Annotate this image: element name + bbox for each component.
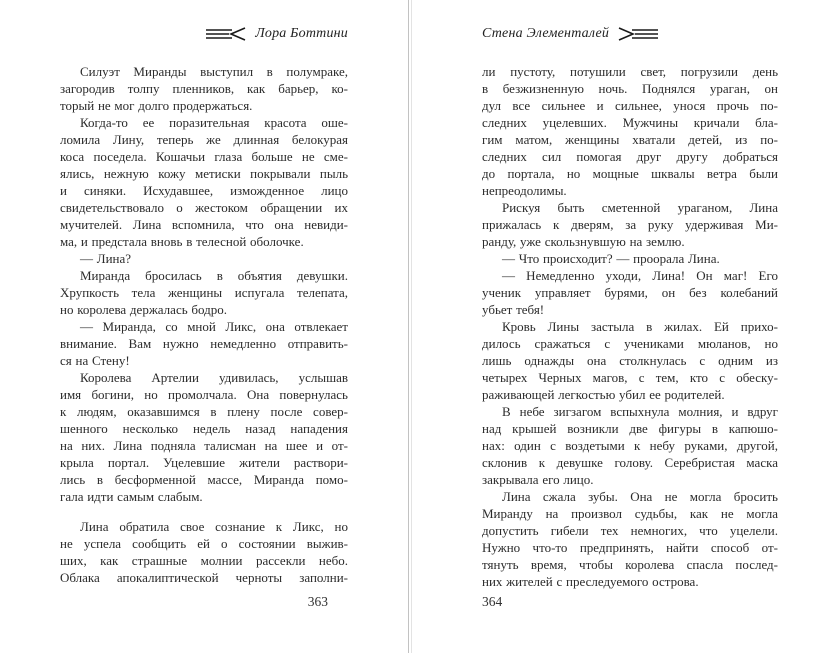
text-line: нах: один с воздетыми к небу руками, другой, [482, 438, 778, 453]
paragraph [60, 318, 348, 369]
text-line: следних сил помогая друг другу добраться [482, 149, 778, 164]
text-line: Нужно что-то предпринять, найти способ от- [482, 540, 778, 555]
paragraph [482, 199, 778, 250]
text-line: дул все сильнее и сильнее, унося прочь по- [482, 98, 778, 113]
paragraph [482, 403, 778, 488]
text-line: крыла портал. Уцелевшие жители раствори- [60, 455, 348, 470]
text-line: Миранда бросилась в объятия девушки. [80, 268, 348, 283]
page-body [482, 63, 778, 590]
running-header-right [482, 26, 778, 42]
text-line: не успела сообщить ей о состоянии выжив- [60, 536, 348, 551]
text-line: раживающей легкостью убил ее родителей. [482, 387, 725, 402]
text-line: ранду, уже скользнувшую на землю. [482, 234, 685, 249]
text-line: коса поседела. Кошачьи глаза больше не сме- [60, 149, 348, 164]
text-line: Миранду на произвол судьбы, как не могла [482, 506, 778, 521]
page-left [60, 0, 348, 653]
page-number: 363 [307, 594, 328, 609]
text-line: — Лина? [80, 251, 132, 266]
running-header-author: Лора Боттини [255, 26, 348, 41]
text-line: Хрупкость тела женщины испугала телепата, [60, 285, 348, 300]
text-line: ялись, нежную кожу метиски покрывали пыль [60, 166, 348, 181]
text-line: тянуть время, чтобы королева спасла послед- [482, 557, 778, 572]
text-line: — Что происходит? — проорала Лина. [502, 251, 720, 266]
text-line: ученик управляет бурями, он без колебаний [482, 285, 778, 300]
text-line: Когда-то ее поразительная красота оше- [80, 115, 348, 130]
page-body [60, 63, 348, 586]
text-line: склонив к девушке голову. Серебристая маска [482, 455, 778, 470]
text-line: В небе зигзагом вспыхнула молния, и вдруг [502, 404, 778, 419]
text-line: к людям, оказавшимся в плену после совер- [60, 404, 348, 419]
text-line: мучителей. Лина вспомнила, что она невиди- [60, 217, 348, 232]
text-line: убьет тебя! [482, 302, 545, 317]
text-line: них жителей с преследуемого острова. [482, 574, 699, 589]
text-line: четырех Черных магов, с тем, кто с обеску- [482, 370, 778, 385]
text-line: лись в бесформенной массе, Миранда помо- [60, 472, 348, 487]
paragraph [60, 267, 348, 318]
text-line: свидетельствовало о жестоком обращении их [60, 200, 348, 215]
paragraph [60, 63, 348, 114]
text-line: гим матом, женщины хватали детей, из по- [482, 132, 778, 147]
text-line: ли пустоту, потушили свет, погрузили день [482, 64, 778, 79]
text-line: лишь однажды она столкнулась с одним из [482, 353, 778, 368]
running-header-left [60, 26, 348, 42]
paragraph [482, 63, 778, 199]
text-line: Лина сжала зубы. Она не могла бросить [502, 489, 778, 504]
text-line: ломила Лину, теперь же длинная белокурая [60, 132, 348, 147]
paragraph [482, 267, 778, 318]
text-line: непреодолимы. [482, 183, 567, 198]
text-line: над крышей возникли две фигуры в капюшо- [482, 421, 778, 436]
paragraph [482, 488, 778, 590]
text-line: Лина обратила свое сознание к Ликс, но [80, 519, 348, 534]
text-line: гала идти самым слабым. [60, 489, 203, 504]
text-line: и синяки. Исхудавшее, изможденное лицо [60, 183, 348, 198]
text-line: имя богини, но промолчала. Она повернулась [60, 387, 348, 402]
text-line: — Немедленно уходи, Лина! Он маг! Его [502, 268, 778, 283]
text-line: внимание. Вам нужно немедленно отправить- [60, 336, 348, 351]
text-line: Рискуя быть сметенной ураганом, Лина [502, 200, 778, 215]
text-line: торый не мог долго продержаться. [60, 98, 253, 113]
text-line: ма, и предстала вновь в телесной оболочке. [60, 234, 304, 249]
text-line: Облака апокалиптической черноты заполни- [60, 570, 348, 585]
page-number: 364 [482, 594, 503, 609]
paragraph [60, 369, 348, 505]
page-gutter-divider [408, 0, 412, 653]
page-right [482, 0, 778, 653]
paragraph [482, 318, 778, 403]
text-line: шенного несколько недель назад нападения [60, 421, 348, 436]
text-line: дилось сражаться с учениками мюланов, но [482, 336, 778, 351]
text-line: но королева держалась бодро. [60, 302, 227, 317]
text-line: на них. Лина подняла талисман на шее и от- [60, 438, 348, 453]
text-line: Кровь Лины застыла в жилах. Ей прихо- [502, 319, 778, 334]
text-line: следних уцелевших. Мужчины кричали бла- [482, 115, 778, 130]
paragraph [60, 114, 348, 250]
text-line: закрывала его лицо. [482, 472, 594, 487]
text-line: до портала, но мощные шквалы ветра были [482, 166, 778, 181]
text-line: ся на Стену! [60, 353, 130, 368]
text-line: загородив толпу пленников, как барьер, ко- [60, 81, 348, 96]
paragraph [60, 518, 348, 586]
paragraph [60, 250, 348, 267]
text-line: — Миранда, со мной Ликс, она отвлекает [80, 319, 348, 334]
text-line: прижалась к дверям, за руку удерживая Ми- [482, 217, 778, 232]
text-line: Силуэт Миранды выступил в полумраке, [80, 64, 348, 79]
text-line: допустить гибели тех немногих, что уцелели. [482, 523, 778, 538]
running-header-book-title: Стена Элементалей [482, 26, 610, 41]
text-line: ших, как страшные молнии рассекли небо. [60, 553, 348, 568]
text-line: Королева Артелии удивилась, услышав [80, 370, 348, 385]
paragraph [482, 250, 778, 267]
text-line: в безжизненную ночь. Поднялся ураган, он [482, 81, 778, 96]
arrow-fletching-right-icon [618, 27, 658, 41]
arrow-fletching-left-icon [206, 27, 246, 41]
